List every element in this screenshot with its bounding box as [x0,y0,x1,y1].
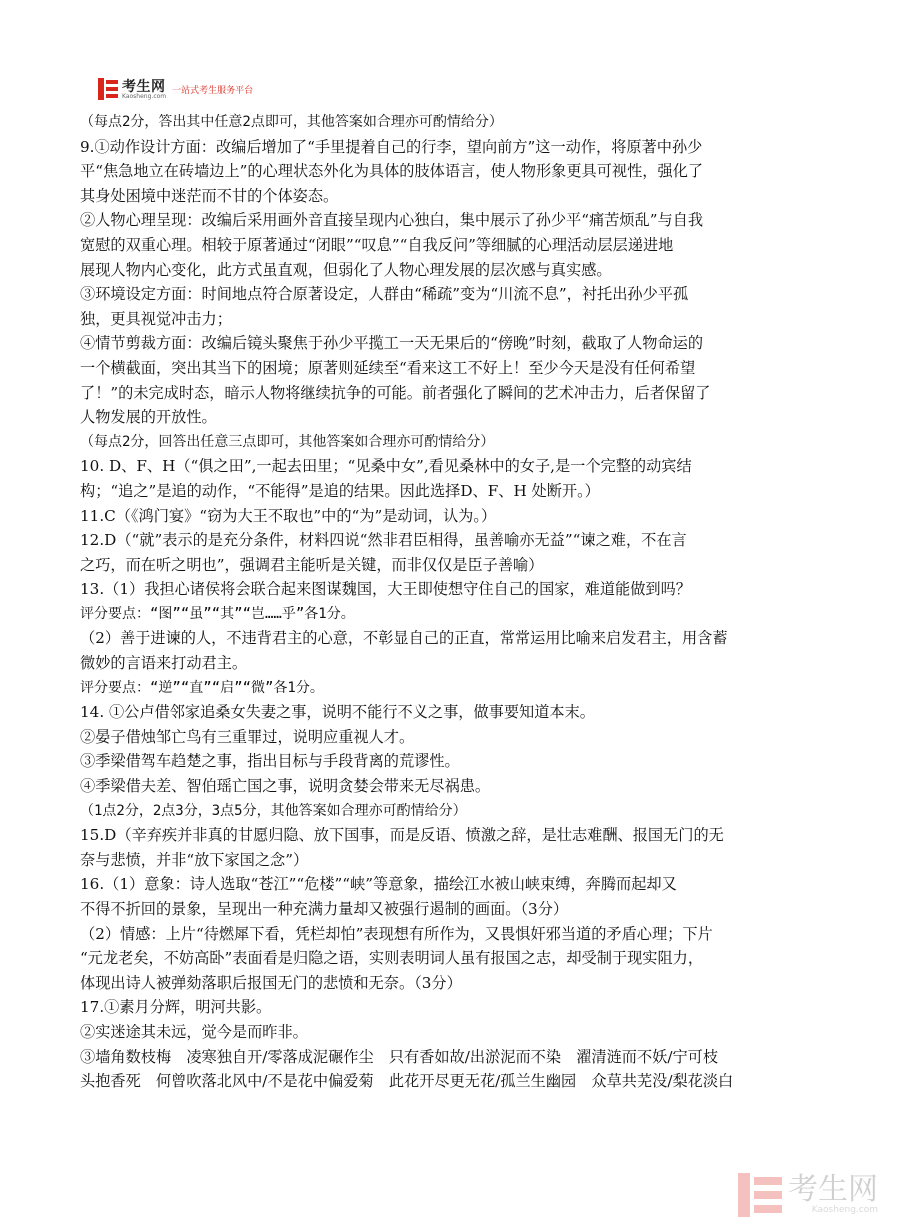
logo-text: 考生网 [122,79,166,95]
scoring-note-line: 评分要点：“图”“虽”“其”“岂……乎”各1分。 [80,605,355,622]
answer-text-line: ②人物心理呈现：改编后采用画外音直接呈现内心独白，集中展示了孙少平“痛苦烦乱”与自我 [80,211,704,230]
kaosheng-watermark-icon [738,1173,782,1217]
watermark [738,1173,878,1217]
answer-text-line: 之巧，而在听之明也”，强调君主能听是关键，而非仅仅是臣子善喻） [80,555,544,574]
answer-text-line: 12.D（“就”表示的是充分条件，材料四说“然非君臣相得，虽善喻亦无益”“谏之难，不在言 [80,531,687,550]
scoring-note-line: 评分要点：“逆”“直”“启”“微”各1分。 [80,679,324,696]
answer-text-line: 宽慰的双重心理。相较于原著通过“闭眼”“叹息”“自我反问”等细腻的心理活动层层递进地 [80,235,674,254]
answer-text-line: 平“焦急地立在砖墙边上”的心理状态外化为具体的肢体语言，使人物形象更具可视性，强化了 [80,162,704,181]
scoring-note-line: （每点2分，回答出任意三点即可，其他答案如合理亦可酌情给分） [80,433,495,450]
answer-text-line: 头抱香死 何曾吹落北风中/不是花中偏爱菊 此花开尽更无花/孤兰生幽园 众草共芜没/梨花淡白 [80,1072,734,1091]
answer-text-line: 16.（1）意象：诗人选取“苍江”“危楼”“峡”等意象，描绘江水被山峡束缚，奔腾而起却又 [80,875,677,894]
logo-slogan: 一站式考生服务平台 [172,85,254,96]
scoring-note-line: （每点2分，答出其中任意2点即可，其他答案如合理亦可酌情给分） [80,114,503,130]
answer-text-line: 10. D、F、H（“俱之田”,一起去田里；“见桑中女”,看见桑林中的女子,是一个完整的动宾结 [80,457,692,476]
answer-text-line: 奈与悲愤，并非“放下家国之念”） [80,850,309,869]
answer-text-line: ④季梁借夫差、智伯瑶亡国之事，说明贪婪会带来无尽祸患。 [80,777,491,796]
site-header [98,76,253,102]
answer-text-line: ②晏子借烛邹亡鸟有三重罪过，说明应重视人才。 [80,727,415,746]
logo-wordmark [122,78,166,100]
answer-text-line: ③环境设定方面：时间地点符合原著设定，人群由“稀疏”变为“川流不息”，衬托出孙少平孤 [80,285,689,304]
scoring-note-line: （1点2分，2点3分，3点5分，其他答案如合理亦可酌情给分） [80,802,467,819]
answer-text-line: “元龙老矣，不妨高卧”表面看是归隐之语，实则表明词人虽有报国之志，却受制于现实阻力， [80,949,704,968]
answer-key-body [80,110,822,1094]
answer-text-line: 13.（1）我担心诸侯将会联合起来图谋魏国，大王即使想守住自己的国家，难道能做到吗？ [80,580,691,599]
answer-text-line: 11.C（《鸿门宴》“窃为大王不取也”中的“为”是动词，认为。） [80,506,497,525]
answer-text-line: 14. ①公卢借邻家追桑女失妻之事，说明不能行不义之事，做事要知道本末。 [80,703,595,722]
answer-text-line: 17.①素月分辉，明河共影。 [80,998,272,1017]
watermark-text: 考生网 [788,1172,878,1207]
kaosheng-logo-icon [98,78,118,100]
answer-text-line: 其身处困境中迷茫而不甘的个体姿态。 [80,186,339,205]
answer-text-line: ④情节剪裁方面：改编后镜头聚焦于孙少平揽工一天无果后的“傍晚”时刻，截取了人物命运的 [80,334,704,353]
answer-text-line: 9.①动作设计方面：改编后增加了“手里提着自己的行李，望向前方”这一动作，将原著中孙少 [80,137,703,156]
answer-text-line: 了！”的未完成时态，暗示人物将继续抗争的可能。前者强化了瞬间的艺术冲击力，后者保留了 [80,383,711,402]
answer-text-line: 微妙的言语来打动君主。 [80,654,248,673]
answer-text-line: ③季梁借驾车趋楚之事，指出目标与手段背离的荒谬性。 [80,752,460,771]
answer-text-line: 人物发展的开放性。 [80,408,217,427]
answer-text-line: 体现出诗人被弹劾落职后报国无门的悲愤和无奈。（3分） [80,973,462,992]
watermark-url: Kaosheng.com [811,1205,878,1215]
answer-text-line: 不得不折回的景象，呈现出一种充满力量却又被强行遏制的画面。（3分） [80,900,569,918]
answer-text-line: 15.D（辛弃疾并非真的甘愿归隐、放下国事，而是反语、愤激之辞，是壮志难酬、报国无门的无 [80,826,724,845]
answer-text-line: （2）善于进谏的人，不违背君主的心意，不彰显自己的正直，常常运用比喻来启发君主，用含蓄 [80,629,728,648]
logo-url: Kaosheng.com [122,93,167,100]
answer-text-line: 构；“追之”是追的动作，“不能得”是追的结果。因此选择D、F、H 处断开。） [80,481,600,500]
answer-text-line: 独，更具视觉冲击力； [80,309,232,328]
answer-text-line: （2）情感：上片“待燃犀下看，凭栏却怕”表现想有所作为，又畏惧奸邪当道的矛盾心理；下片 [80,924,713,943]
answer-text-line: ②实迷途其未远，觉今是而昨非。 [80,1022,308,1041]
answer-text-line: 一个横截面，突出其当下的困境；原著则延续至“看来这工不好上！至少今天是没有任何希望 [80,358,696,377]
answer-text-line: ③墙角数枝梅 凌寒独自开/零落成泥碾作尘 只有香如故/出淤泥而不染 濯清涟而不妖/宁可枝 [80,1047,719,1066]
answer-text-line: 展现人物内心变化，此方式虽直观，但弱化了人物心理发展的层次感与真实感。 [80,260,612,279]
